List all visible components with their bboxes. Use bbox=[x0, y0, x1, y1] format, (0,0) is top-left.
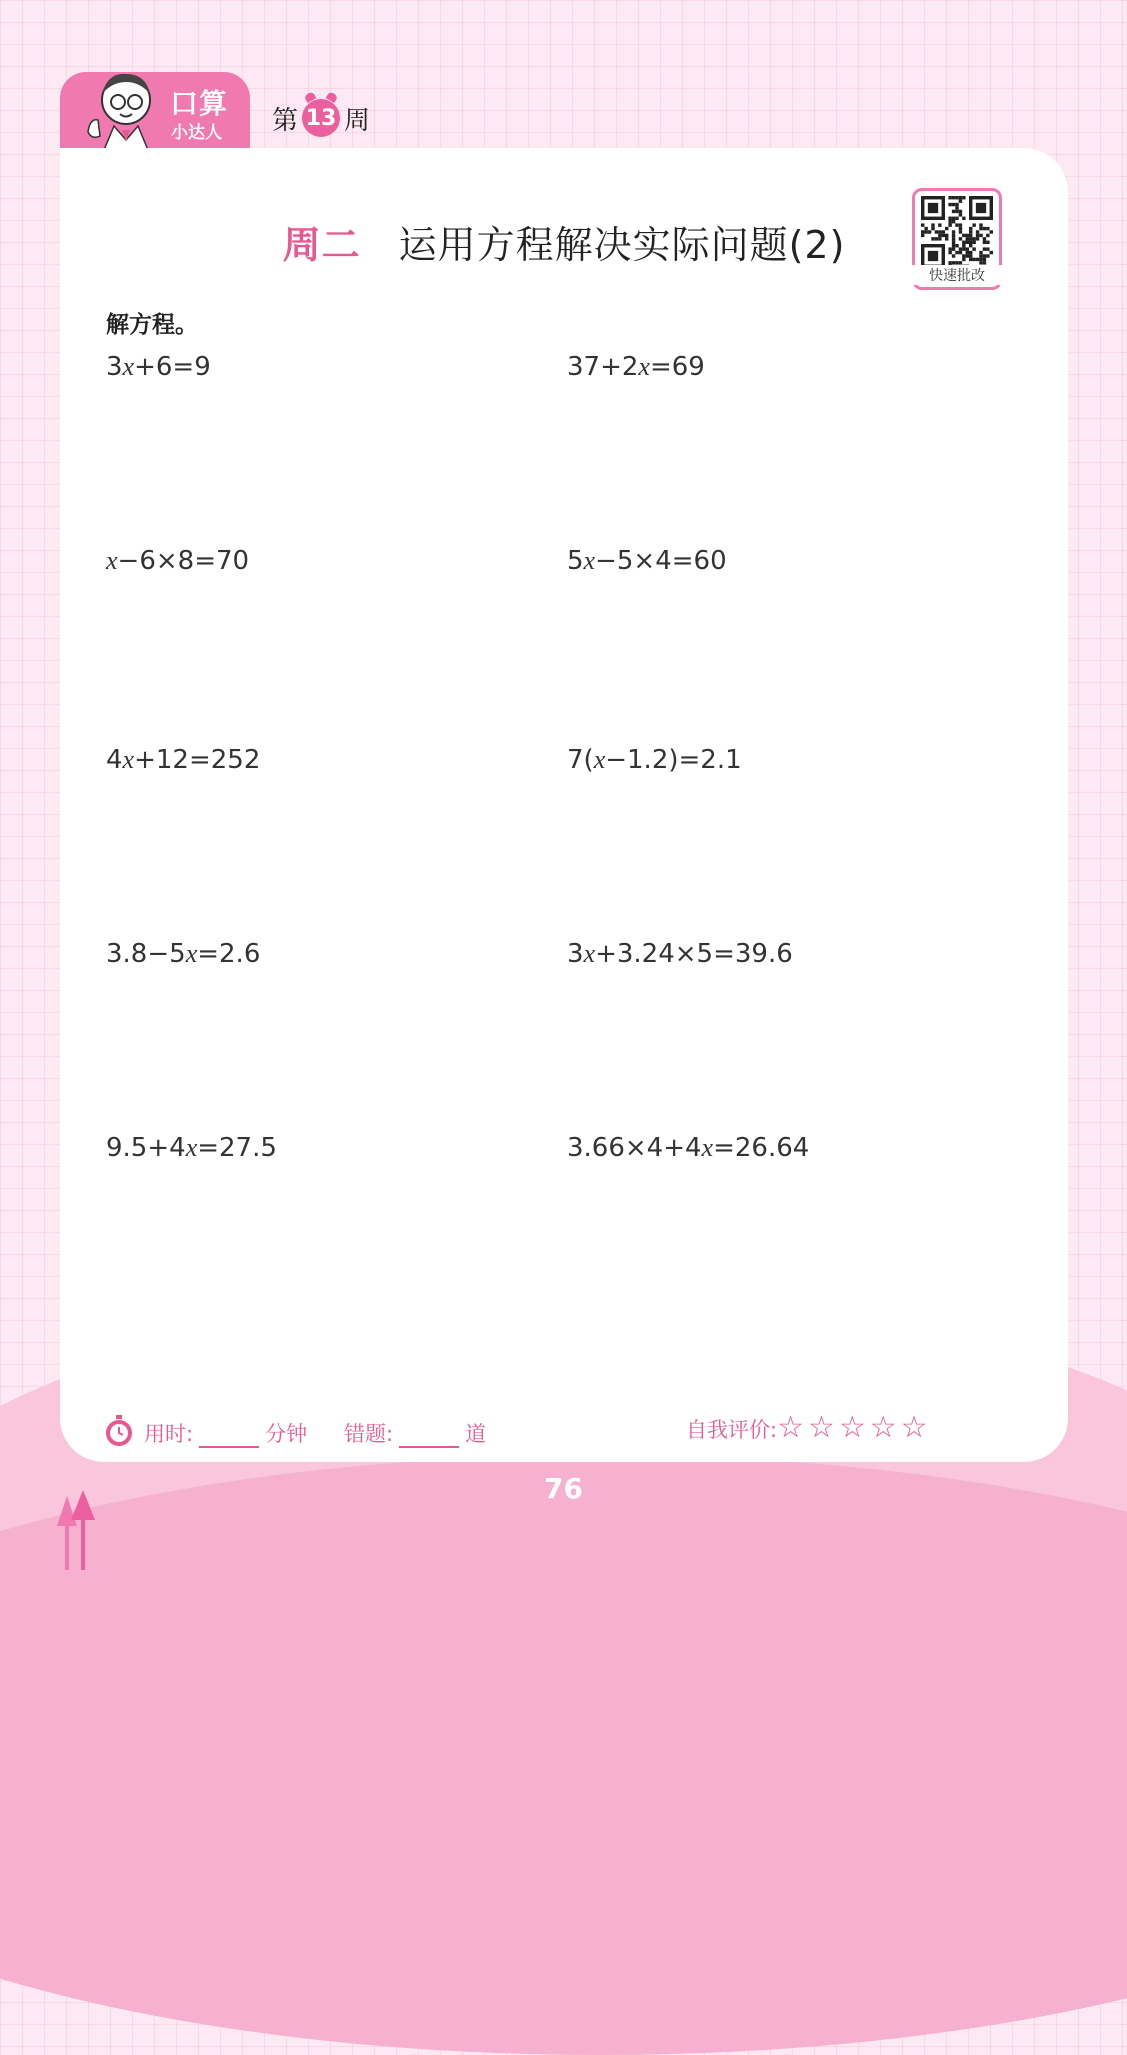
equation-10 bbox=[567, 1133, 809, 1163]
equation-part: 9.5+4 bbox=[106, 1133, 186, 1163]
background-hill-front bbox=[0, 1455, 1127, 2055]
week-number-badge: 13 bbox=[302, 99, 340, 137]
error-count bbox=[344, 1418, 486, 1448]
equation-variable: x bbox=[122, 352, 135, 381]
qr-code[interactable] bbox=[912, 188, 1002, 290]
worksheet-card bbox=[60, 148, 1068, 1462]
equation-part: 3 bbox=[106, 352, 123, 382]
equation-part: 7( bbox=[567, 745, 594, 775]
equation-variable: x bbox=[185, 1133, 198, 1162]
equation-variable: x bbox=[583, 939, 596, 968]
equation-variable: x bbox=[701, 1133, 714, 1162]
equation-7 bbox=[106, 939, 260, 969]
equation-part: 3.8−5 bbox=[106, 939, 186, 969]
time-label: 用时: bbox=[144, 1422, 194, 1446]
arrow-decoration-icon bbox=[55, 1490, 100, 1570]
equation-part: +3.24×5=39.6 bbox=[595, 939, 793, 969]
time-unit: 分钟 bbox=[265, 1422, 308, 1446]
equation-variable: x bbox=[583, 546, 596, 575]
stopwatch-icon bbox=[104, 1415, 134, 1447]
equation-part: 3.66×4+4 bbox=[567, 1133, 702, 1163]
equation-variable: x bbox=[593, 745, 606, 774]
equation-variable: x bbox=[185, 939, 198, 968]
page-number: 76 bbox=[544, 1472, 583, 1505]
equation-part: −5×4=60 bbox=[595, 546, 727, 576]
qr-code-icon bbox=[921, 196, 993, 268]
equation-part: −6×8=70 bbox=[117, 546, 250, 576]
equation-1 bbox=[106, 352, 211, 382]
time-used bbox=[144, 1418, 307, 1448]
self-rating bbox=[686, 1410, 932, 1445]
equation-part: 4 bbox=[106, 745, 123, 775]
equation-part: −1.2)=2.1 bbox=[605, 745, 742, 775]
day-label: 周二 bbox=[282, 223, 361, 267]
equation-5 bbox=[106, 745, 260, 775]
mascot-boy-icon bbox=[78, 70, 164, 150]
week-indicator bbox=[272, 100, 370, 136]
equation-2 bbox=[567, 352, 705, 382]
equation-part: =27.5 bbox=[197, 1133, 277, 1163]
equation-part: 3 bbox=[567, 939, 584, 969]
rating-label: 自我评价: bbox=[686, 1418, 778, 1442]
brand-title: 口算 bbox=[170, 87, 229, 120]
equation-part: +12=252 bbox=[134, 745, 261, 775]
equation-part: =69 bbox=[649, 352, 705, 382]
equation-6 bbox=[567, 745, 742, 775]
equation-part: +6=9 bbox=[134, 352, 211, 382]
equation-9 bbox=[106, 1133, 277, 1163]
equation-part: 5 bbox=[567, 546, 584, 576]
brand-subtitle: 小达人 bbox=[171, 123, 222, 143]
equation-part: 37+2 bbox=[567, 352, 639, 382]
equation-3 bbox=[106, 546, 249, 576]
lesson-title: 运用方程解决实际问题(2) bbox=[398, 223, 846, 267]
equation-part: =2.6 bbox=[197, 939, 261, 969]
instruction: 解方程。 bbox=[106, 312, 198, 338]
equation-variable: x bbox=[638, 352, 650, 381]
errors-unit: 道 bbox=[465, 1422, 487, 1446]
equation-8 bbox=[567, 939, 793, 969]
errors-label: 错题: bbox=[344, 1422, 394, 1446]
time-blank[interactable] bbox=[199, 1426, 259, 1448]
equation-variable: x bbox=[122, 745, 135, 774]
equation-4 bbox=[567, 546, 727, 576]
equation-variable: x bbox=[106, 546, 118, 575]
week-prefix: 第 bbox=[272, 105, 299, 136]
rating-stars[interactable]: ☆☆☆☆☆ bbox=[777, 1410, 932, 1445]
week-suffix: 周 bbox=[344, 105, 371, 136]
qr-label: 快速批改 bbox=[909, 265, 1005, 285]
equation-part: =26.64 bbox=[713, 1133, 810, 1163]
errors-blank[interactable] bbox=[399, 1426, 459, 1448]
